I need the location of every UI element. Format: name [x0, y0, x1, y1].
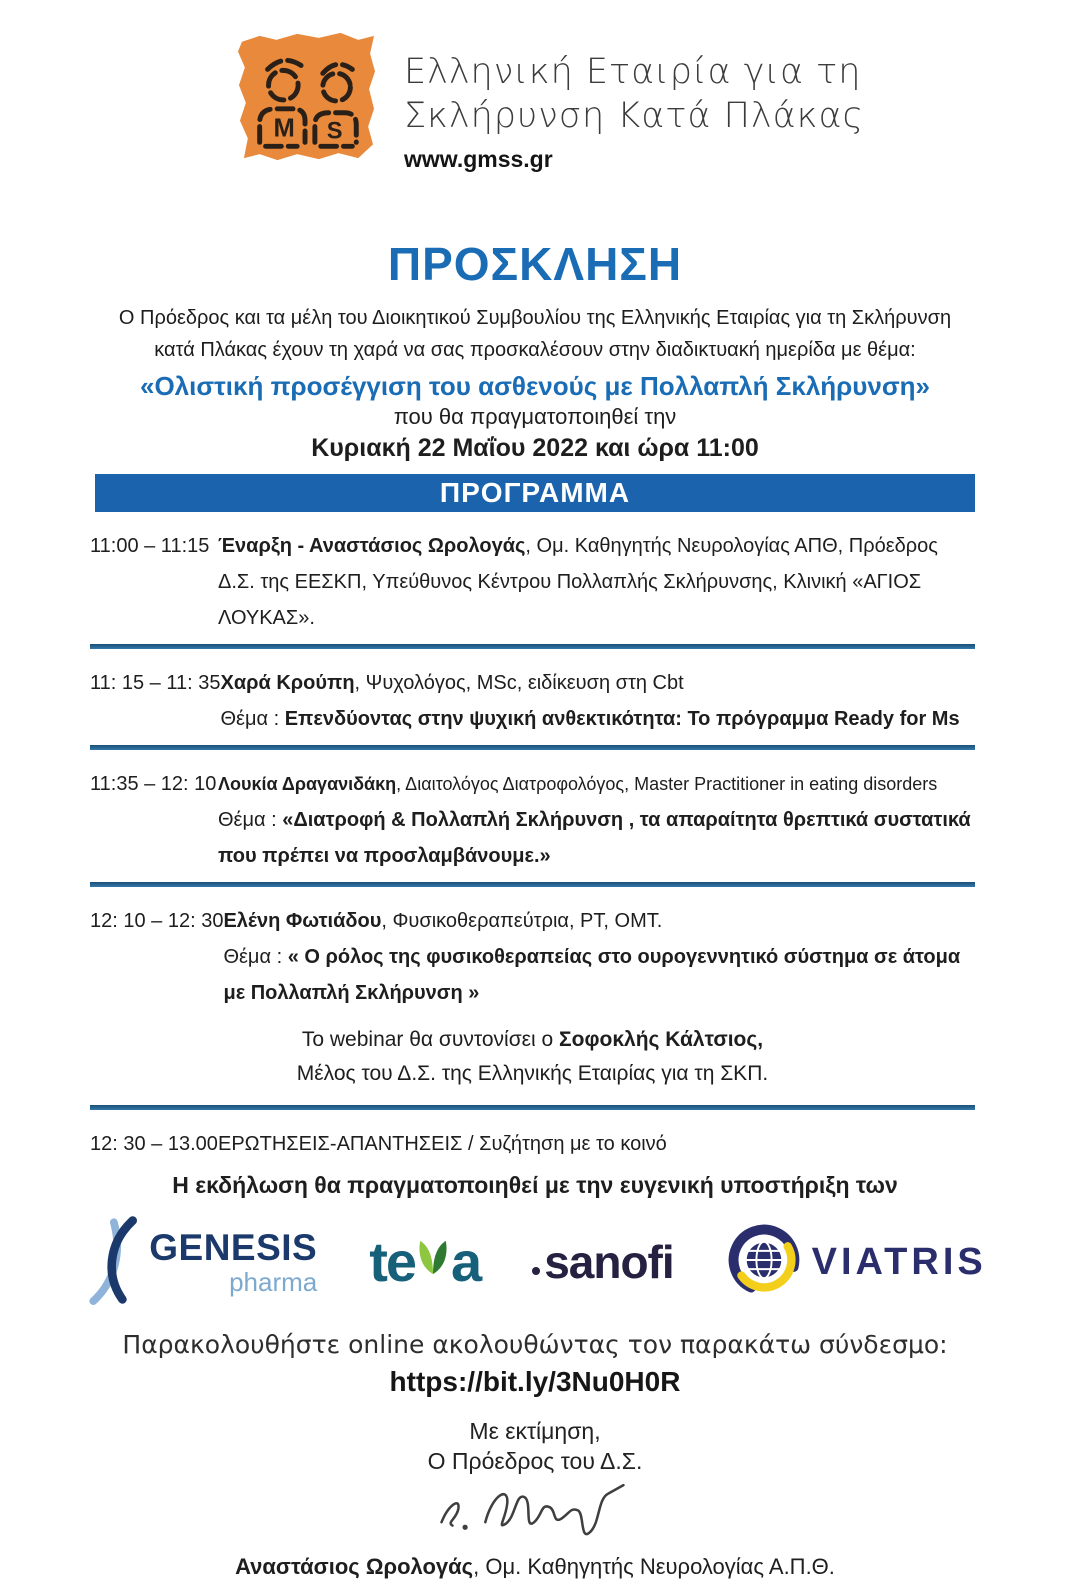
divider [90, 745, 975, 750]
viatris-logo [726, 1222, 987, 1303]
speaker-role: , Φυσικοθεραπεύτρια, PT, OMT. [381, 910, 663, 932]
signatory-line [0, 1552, 1070, 1582]
qa-time: 12: 30 – 13.00 [90, 1133, 218, 1155]
gmss-logo-icon [232, 28, 380, 171]
program-item-4-time: 12: 10 – 12: 30 [90, 910, 224, 932]
genesis-sub: pharma [229, 1267, 318, 1297]
program-item-2-text [220, 665, 975, 737]
speaker-name: Ελένη Φωτιάδου [223, 910, 382, 932]
program-item-4 [90, 903, 975, 1011]
program-item-1 [90, 528, 975, 636]
moderator-intro: Το webinar θα συντονίσει ο [301, 1028, 560, 1051]
org-name-line2: Σκλήρυνση Κατά Πλάκας [404, 96, 865, 136]
signature-image [0, 1470, 1070, 1550]
speaker-role: , Ψυχολόγος, MSc, ειδίκευση στη Cbt [354, 672, 684, 694]
program-item-2-time: 11: 15 – 11: 35 [90, 672, 221, 694]
signatory-title: , Ομ. Καθηγητής Νευρολογίας Α.Π.Θ. [473, 1554, 835, 1579]
speaker-name: Χαρά Κρούπη [220, 672, 355, 694]
page-title: ΠΡΟΣΚΛΗΣΗ [387, 238, 683, 290]
intro-line-1: Ο Πρόεδρος και τα μέλη του Διοικητικού Συμβουλίου της Ελληνικής Εταιρίας για τη Σκλήρυνση [118, 307, 952, 329]
webinar-link[interactable]: https://bit.ly/3Nu0H0R [389, 1366, 681, 1397]
divider [90, 644, 975, 649]
program-item-1-text [218, 528, 975, 636]
header [232, 0, 1070, 172]
moderator-note [90, 1023, 975, 1091]
program-item-3-time: 11:35 – 12: 10 [90, 773, 217, 795]
program-banner: ΠΡΟΓΡΑΜΜΑ [95, 474, 975, 512]
teva-text-right: a [451, 1230, 481, 1293]
teva-leaf-icon [416, 1235, 450, 1284]
closing-lines [0, 1416, 1070, 1476]
viatris-name: VIATRIS [811, 1240, 987, 1283]
divider [90, 1105, 975, 1110]
moderator-name: Σοφοκλής Κάλτσιος, [559, 1028, 764, 1051]
watch-online-line: Παρακολουθήστε online ακολουθώντας τον παρακάτω σύνδεσμο: [122, 1330, 948, 1359]
org-name-line1: Ελληνική Εταιρία για τη [404, 52, 862, 92]
theme-title: « Ο ρόλος της φυσικοθεραπείας στο ουρογεννητικό σύστημα σε άτομα με Πολλαπλή Σκλήρυνση » [223, 946, 961, 1004]
logo-letter-s: S [326, 118, 343, 145]
speaker-line [218, 766, 975, 802]
program-item-2 [90, 665, 975, 737]
genesis-pharma-logo [83, 1212, 317, 1313]
talk-theme [220, 701, 975, 737]
event-datetime: Κυριακή 22 Μαΐου 2022 και ώρα 11:00 [311, 434, 759, 462]
program-item-qa [90, 1126, 975, 1162]
sanofi-dot-icon [532, 1267, 540, 1275]
speaker-name: Λουκία Δραγανιδάκη [218, 774, 397, 794]
event-theme: «Ολιστική προσέγγιση του ασθενούς με Πολλαπλή Σκλήρυνση» [140, 371, 930, 401]
qa-text: ΕΡΩΤΗΣΕΙΣ-ΑΠΑΝΤΗΣΕΙΣ / Συζήτηση με το κοινό [218, 1133, 667, 1155]
speaker-role: , Διαιτολόγος Διατροφολόγος, Master Practitioner in eating disorders [396, 774, 938, 794]
genesis-mark-icon [83, 1212, 143, 1313]
program-item-4-text [223, 903, 975, 1011]
logo-letter-m: M [273, 114, 295, 143]
moderator-line-2: Μέλος του Δ.Σ. της Ελληνικής Εταιρίας για τη ΣΚΠ. [296, 1062, 769, 1085]
program-item-3 [90, 766, 975, 874]
viatris-globe-icon [726, 1222, 802, 1303]
theme-title: Επενδύοντας στην ψυχική ανθεκτικότητα: Το πρόγραμμα Ready for Ms [284, 708, 960, 730]
teva-text-left: te [369, 1230, 416, 1293]
genesis-name: GENESIS [149, 1227, 318, 1268]
program-item-3-text [218, 766, 975, 874]
theme-label: Θέμα : [220, 708, 285, 730]
org-website-link[interactable]: www.gmss.gr [404, 146, 553, 172]
sponsors-heading: Η εκδήλωση θα πραγματοποιηθεί με την ευγενική υποστήριξη των [172, 1172, 898, 1198]
sponsor-logos [0, 1212, 1070, 1312]
sanofi-logo [532, 1236, 674, 1288]
divider [90, 882, 975, 887]
intro-line-2: κατά Πλάκας έχουν τη χαρά να σας προσκαλέσουν στην διαδικτυακή ημερίδα με θέμα: [154, 339, 916, 361]
closing-line-2: Ο Πρόεδρος του Δ.Σ. [427, 1448, 643, 1474]
talk-theme [218, 802, 975, 874]
pre-date-line: που θα πραγματοποιηθεί την [393, 404, 677, 429]
signatory-name: Αναστάσιος Ωρολογάς [235, 1554, 474, 1579]
program-item-1-time: 11:00 – 11:15 [90, 535, 210, 557]
genesis-text [149, 1229, 317, 1295]
speaker-line [220, 665, 975, 701]
teva-logo [369, 1230, 481, 1293]
talk-theme [223, 939, 975, 1011]
theme-label: Θέμα : [218, 809, 283, 831]
sanofi-name: sanofi [544, 1236, 674, 1288]
org-block [404, 28, 864, 173]
closing-line-1: Με εκτίμηση, [469, 1418, 601, 1444]
speaker-line [223, 903, 975, 939]
speaker-role: , Ομ. Καθηγητής Νευρολογίας ΑΠΘ, Πρόεδρος Δ.Σ. της ΕΕΣΚΠ, Υπεύθυνος Κέντρου Πολλαπλής Σκλήρυνσης, Κλινική «ΑΓΙΟΣ ΛΟΥΚΑΣ». [218, 535, 938, 629]
program-list [90, 528, 975, 1162]
theme-label: Θέμα : [223, 946, 288, 968]
moderator-line-1 [90, 1023, 975, 1057]
theme-title: «Διατροφή & Πολλαπλή Σκλήρυνση , τα απαραίτητα θρεπτικά συστατικά που πρέπει να προσλαμβάνουμε.» [218, 809, 971, 867]
speaker-name: Έναρξη - Αναστάσιος Ωρολογάς [218, 535, 526, 557]
